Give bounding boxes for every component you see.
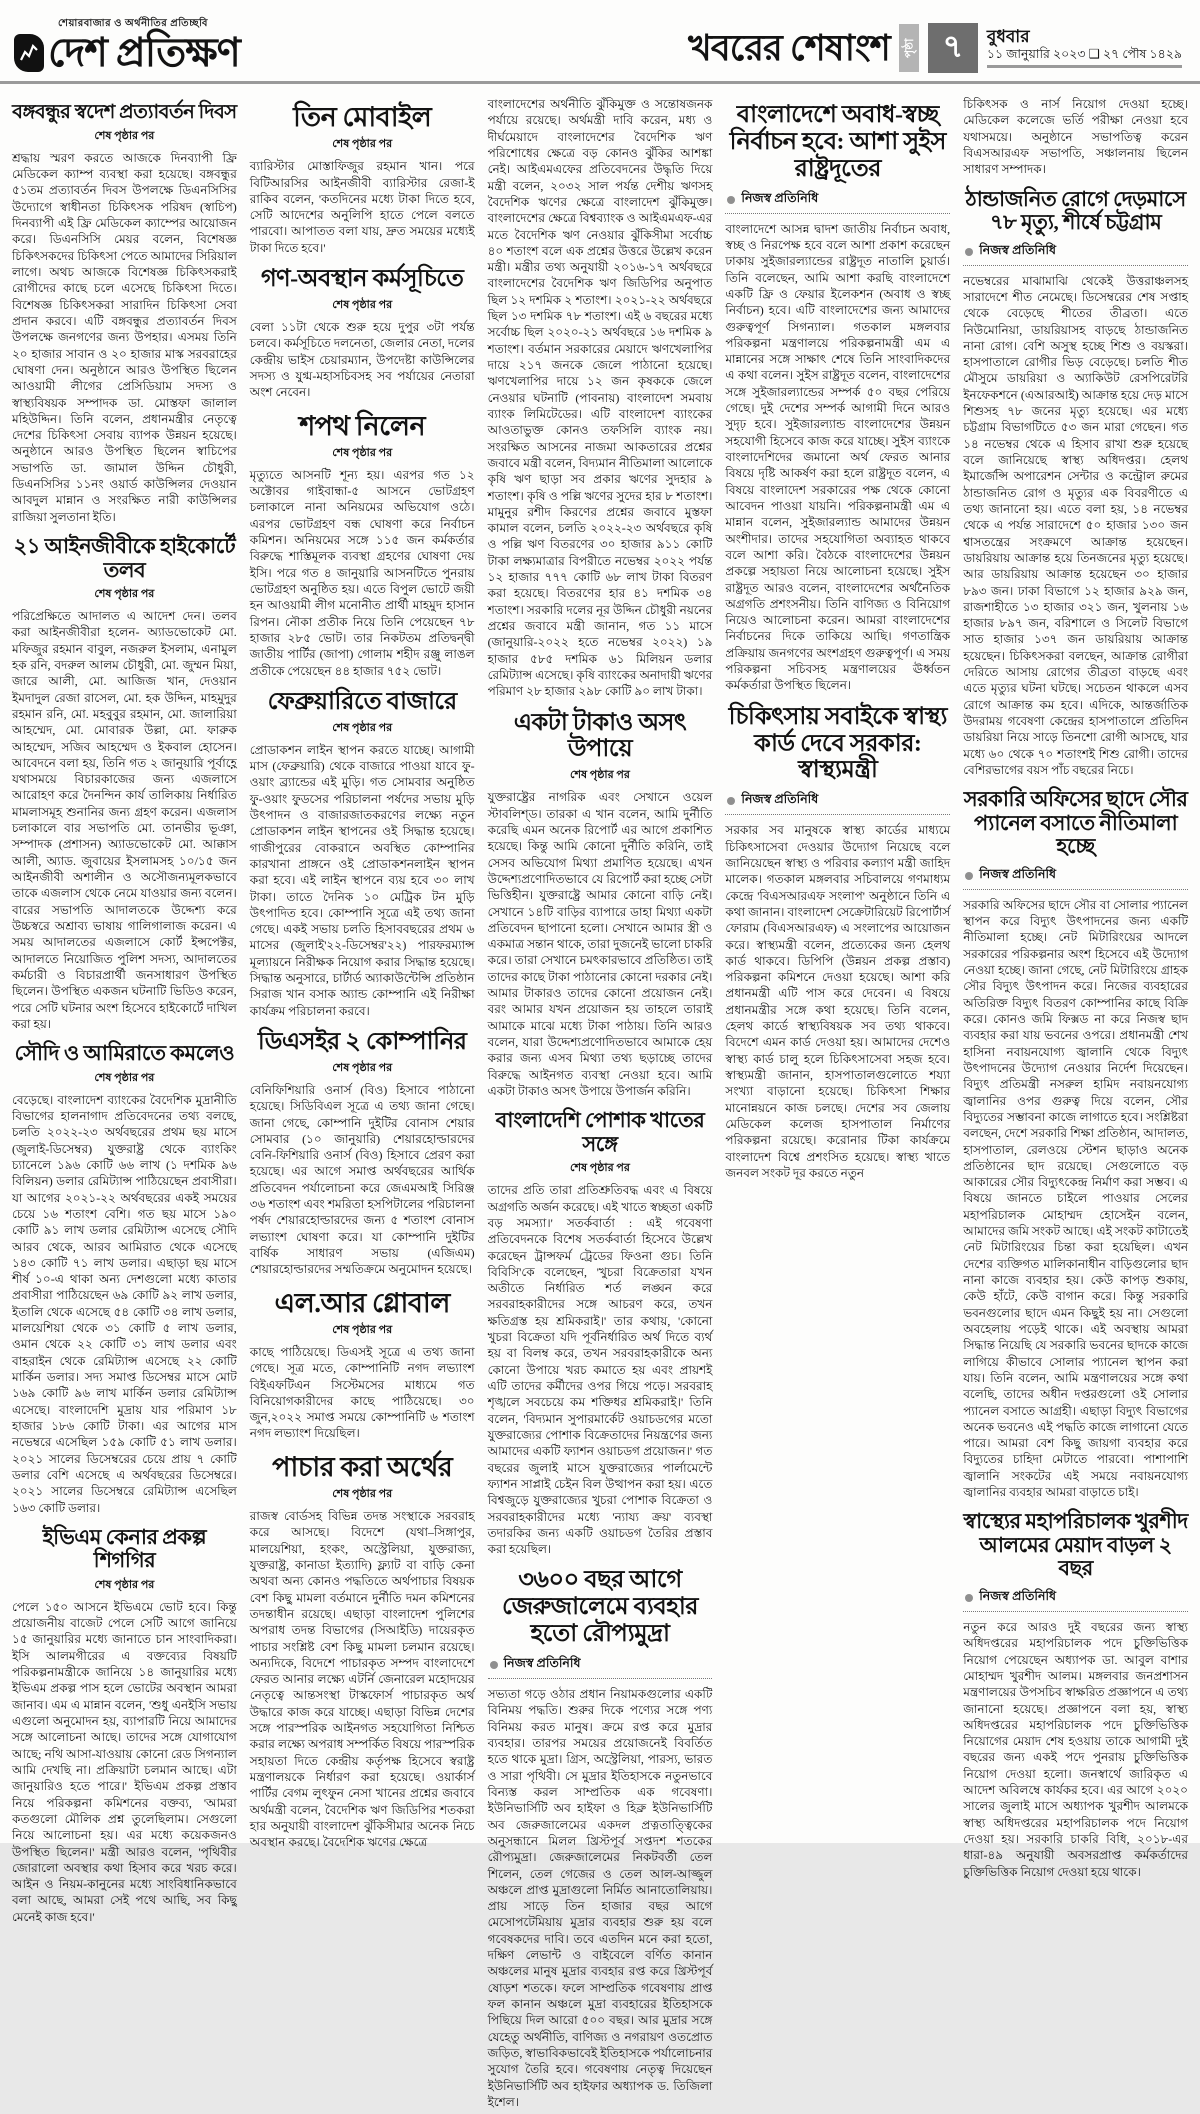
article-headline: এল.আর গ্লোবাল: [274, 1287, 450, 1318]
dotted-divider: [963, 265, 1188, 266]
masthead: [0, 0, 1200, 81]
article: [488, 1567, 713, 2110]
continued-from-label: শেষ পৃষ্ঠার পর: [332, 298, 393, 311]
byline-label: নিজস্ব প্রতিনিধি: [979, 242, 1057, 257]
masthead-left: [14, 16, 240, 73]
article: [250, 266, 475, 400]
article: [250, 102, 475, 256]
dotted-divider: [488, 1678, 713, 1679]
byline: [965, 1588, 1188, 1608]
article-headline: ইভিএম কেনার প্রকল্প শিগগির: [42, 1524, 207, 1573]
article-body: শ্রদ্ধায় স্মরণ করতে আজকে দিনব্যাপী ফ্রি মেডিকেল ক্যাম্প ব্যবস্থা করা হয়েছে। বঙ্গবন্ধুর ৫১তম প্রত্যাবর্তন দিবস উপলক্ষে ডিএনসিসির উদ্যোগে স্বাধীনতা চিকিৎসক পরিষদ (স্বাচিপ) দিনব্যাপী এই ফ্রি মেডিকেল ক্যাম্পের আয়োজন করে। ডিএনসিসি মেয়র বলেন, বিশেষজ্ঞ চিকিৎসকদের চিকিৎসা পেতে আমাদের সিরিয়াল লাগে। অথচ আজকে বিশেষজ্ঞ চিকিৎসকরাই রোগীদের কাছে চলে এসেছে চিকিৎসা দিতে। বিশেষজ্ঞ চিকিৎসকরা সারাদিন চিকিৎসা সেবা প্রদান করবে। এটি বঙ্গবন্ধুর প্রত্যাবর্তন দিবস উপলক্ষে জনগণের জন্য উপহার। এসময় তিনি ২০ হাজার সাবান ও ২০ হাজার মাস্ক সরবরাহের ঘোষণা দেন। অনুষ্ঠানে আরও উপস্থিত ছিলেন আওয়ামী লীগের প্রেসিডিয়াম সদস্য ও স্বাস্থ্যবিষয়ক সম্পাদক ডা. মোস্তফা জালাল মহিউদ্দিন। তিনি বলেন, প্রধানমন্ত্রীর নেতৃত্বে দেশের চিকিৎসা সেবায় ব্যাপক উন্নয়ন হয়েছে। অনুষ্ঠানে আরও উপস্থিত ছিলেন স্বাচিপের সভাপতি ডা. জামাল উদ্দিন চৌধুরী, ডিএনসিসির ১১নং ওয়ার্ড কাউন্সিলর দেওয়ান আবদুল মান্নান ও সংরক্ষিত নারী কাউন্সিলর রাজিয়া সুলতানা ইতি।: [12, 150, 237, 524]
masthead-tagline: শেয়ারবাজার ও অর্থনীতির প্রতিচ্ছবি: [58, 18, 208, 29]
masthead-rule: [0, 81, 1200, 84]
article-body: চিকিৎসক ও নার্স নিয়োগ দেওয়া হচ্ছে। মেডিকেল কলেজে ভর্তি পরীক্ষা নেওয়া হবে যথাসময়ে। অনুষ্ঠানে সভাপতিত্ব করেন বিএসআরএফ সভাপতি, সঞ্চালনায় ছিলেন সাধারণ সম্পাদক।: [963, 97, 1188, 177]
continued-from-label: শেষ পৃষ্ঠার পর: [570, 1162, 630, 1175]
byline: [490, 1655, 713, 1675]
date-block: [987, 26, 1182, 71]
article-body: বাংলাদেশে আসন্ন দ্বাদশ জাতীয় নির্বাচন অবাধ, স্বচ্ছ ও নিরপেক্ষ হবে বলে আশা প্রকাশ করেছেন ঢাকায় সুইজারল্যান্ডের রাষ্ট্রদূত নাতালি চুয়ার্ড। তিনি বলেছেন, আমি আশা করছি বাংলাদেশে একটি ফ্রি ও ফেয়ার ইলেকশন (অবাধ ও স্বচ্ছ নির্বাচন) হবে। এটি বাংলাদেশের জন্য আমাদের গুরুত্বপূর্ণ সিগন্যাল। গতকাল মঙ্গলবার পরিকল্পনা মন্ত্রণালয়ে পরিকল্পনামন্ত্রী এম এ মান্নানের সঙ্গে সাক্ষাৎ শেষে তিনি সাংবাদিকদের এ কথা বলেন। সুইস রাষ্ট্রদূত বলেন, বাংলাদেশের সঙ্গে সুইজারল্যান্ডের সম্পর্ক ৫০ বছর পেরিয়ে গেছে। দুই দেশের সম্পর্ক আগামী দিনে আরও সুদৃঢ় হবে। সুইজারল্যান্ড বাংলাদেশের উন্নয়ন সহযোগী হিসেবে কাজ করে যাচ্ছে। সুইস ব্যাংকে বাংলাদেশিদের জমানো অর্থ ফেরত আনার বিষয়ে দৃষ্টি আকর্ষণ করা হলে রাষ্ট্রদূত বলেন, এ বিষয়ে বাংলাদেশ সরকারের পক্ষ থেকে কোনো আবেদন পাওয়া যায়নি। পরিকল্পনামন্ত্রী এম এ মান্নান বলেন, সুইজারল্যান্ড আমাদের উন্নয়ন অংশীদার। তাদের সহযোগিতা অব্যাহত থাকবে বলে আশা করি। বৈঠকে বাংলাদেশের উন্নয়ন প্রকল্পে সহায়তা নিয়ে আলোচনা হয়েছে। সুইস রাষ্ট্রদূত আরও বলেন, বাংলাদেশের অর্থনৈতিক অগ্রগতি প্রশংসনীয়। তিনি বাণিজ্য ও বিনিয়োগ নিয়েও আলোচনা করেন। আমরা বাংলাদেশের নির্বাচনের দিকে তাকিয়ে আছি। গণতান্ত্রিক প্রক্রিয়ায় জনগণের অংশগ্রহণ গুরুত্বপূর্ণ। এ সময় পরিকল্পনা সচিবসহ মন্ত্রণালয়ের ঊর্ধ্বতন কর্মকর্তারা উপস্থিত ছিলেন।: [725, 221, 951, 693]
byline-bullet-icon: [727, 196, 735, 204]
column-3: [488, 92, 713, 2114]
article-headline: একটা টাকাও অসৎ উপায়ে: [513, 709, 687, 763]
article-headline: পাচার করা অর্থের: [272, 1451, 453, 1482]
continued-from-label: শেষ পৃষ্ঠার পর: [332, 138, 393, 151]
article-body: সভ্যতা গড়ে ওঠার প্রধান নিয়ামকগুলোর একটি বিনিময় পদ্ধতি। শুরুর দিকে পণ্যের সঙ্গে পণ্য বিনিময় করত মানুষ। ক্রমে রপ্ত করে মুদ্রার ব্যবহার। তারপর সময়ের প্রয়োজনেই বিবর্তিত হতে থাকে মুদ্রা। গ্রিস, অস্ট্রেলিয়া, পারস্য, ভারত ও সারা পৃথিবী। সে মুদ্রার ইতিহাসকে নতুনভাবে বিন্যস্ত করল সাম্প্রতিক এক গবেষণা। ইউনিভার্সিটি অব হাইফা ও হিব্রু ইউনিভার্সিটি অব জেরুজালেমের একদল প্রত্নতাত্ত্বিকের অনুসন্ধানে মিলল খ্রিস্টপূর্ব সপ্তদশ শতকের রৌপ্যমুদ্রা। জেরুজালেমের নিকটবর্তী তেল শিলেন, তেল গেজের ও তেল আল-আজ্জুল অঞ্চলে প্রাপ্ত মুদ্রাগুলো নির্মিত আনাতোলিয়ায়। প্রায় সাড়ে তিন হাজার বছর আগে মেসোপটেমিয়ায় মুদ্রার ব্যবহার শুরু হয় বলে গবেষকদের দাবি। তবে এতদিন মনে করা হতো, দক্ষিণ লেভান্ট ও বাইবেলে বর্ণিত কানান অঞ্চলের মানুষ মুদ্রার ব্যবহার রপ্ত করে খ্রিস্টপূর্ব ষোড়শ শতকে। ফলে সাম্প্রতিক গবেষণায় প্রাপ্ত ফল কানান অঞ্চলে মুদ্রা ব্যবহারের ইতিহাসকে পিছিয়ে দিল আরো ৫০০ বছর। আর মুদ্রার সঙ্গে যেহেতু অর্থনীতি, বাণিজ্য ও নগরায়ণ ওতপ্রোত জড়িত, স্বাভাবিকভাবেই ইতিহাসকে পর্যালোচনার সুযোগ তৈরি হবে। গবেষণায় নেতৃত্ব দিয়েছেন ইউনিভার্সিটি অব হাইফার অধ্যাপক ড. তিজিলা ইশেল।: [487, 1687, 713, 2109]
byline-label: নিজস্ব প্রতিনিধি: [979, 866, 1057, 881]
article-body: সরকার সব মানুষকে স্বাস্থ্য কার্ডের মাধ্যমে চিকিৎসাসেবা দেওয়ার উদ্যোগ নিয়েছে বলে জানিয়েছেন স্বাস্থ্য ও পরিবার কল্যাণ মন্ত্রী জাহিদ মালেক। গতকাল মঙ্গলবার সচিবালয়ে গণমাধ্যম কেন্দ্রে 'বিএসআরএফ সংলাপ' অনুষ্ঠানে তিনি এ কথা জানান। বাংলাদেশ সেক্রেটারিয়েট রিপোর্টার্স ফোরাম (বিএসআরএফ) এ সংলাপের আয়োজন করে। স্বাস্থ্যমন্ত্রী বলেন, প্রত্যেকের জন্য হেলথ কার্ড থাকবে। ডিপিপি (উন্নয়ন প্রকল্প প্রস্তাব) পরিকল্পনা কমিশনে দেওয়া হয়েছে। আশা করি প্রধানমন্ত্রী এটি পাস করে দেবেন। এ বিষয়ে প্রধানমন্ত্রীর সঙ্গে কথা হয়েছে। তিনি বলেন, হেলথ কার্ডে স্বাস্থ্যবিষয়ক সব তথ্য থাকবে। বিদেশে এমন কার্ড দেওয়া হয়। আমাদের দেশেও স্বাস্থ্য কার্ড চালু হলে চিকিৎসাসেবা সহজ হবে। স্বাস্থ্যমন্ত্রী জানান, হাসপাতালগুলোতে শয্যা সংখ্যা বাড়ানো হয়েছে। চিকিৎসা শিক্ষার মানোন্নয়নে কাজ চলছে। দেশের সব জেলায় মেডিকেল কলেজ হাসপাতাল নির্মাণের পরিকল্পনা রয়েছে। করোনার টিকা কার্যক্রমে বাংলাদেশ বিশ্বে প্রশংসিত হয়েছে। স্বাস্থ্য খাতে জনবল সংকট দূর করতে নতুন: [725, 823, 951, 1180]
continued-from-label: শেষ পৃষ্ঠার পর: [332, 446, 393, 459]
continued-from-label: শেষ পৃষ্ঠার পর: [94, 588, 155, 601]
article-body: পরিপ্রেক্ষিতে আদালত এ আদেশ দেন। তলব করা আইনজীবীরা হলেন- অ্যাডভোকেট মো. মফিজুর রহমান বাবুল, নজরুল ইসলাম, এনামুল হক রনি, বদরুল আলম চৌধুরী, মো. জুম্মন মিয়া, জারে আলী, মো. আজিজ খান, দেওয়ান ইমদাদুল রেজা রাসেল, মো. হক উদ্দিন, মাহমুদুর রহমান রনি, মো. মহবুবুর রহমান, মো. জালারিয়া আহম্মেদ, মো. মোবারক উল্লা, মো. ফারুক আহম্মেদ, সজিব আহম্মেদ ও ইকবাল হোসেন। আবেদনে বলা হয়, তিনি গত ২ জানুয়ারি পূর্বাহ্ণে যথাসময়ে বিচারকাজের জন্য এজলাসে আরোহণ করে দৈনন্দিন কার্য তালিকায় নির্ধারিত মামলাসমূহ শুনানির জন্য গ্রহণ করেন। এজলাস চলাকালে বার সভাপতি মো. তানভীর ভূঞা, সম্পাদক (প্রশাসন) অ্যাডভোকেট মো. আক্কাস আলী, অ্যাড. জুবায়ের ইসলামসহ ১০/১৫ জন আইনজীবী অশালীন ও অসৌজন্যমূলকভাবে তাকে এজলাস থেকে নেমে যাওয়ার জন্য বলেন। বারের সভাপতি আদালতকে উদ্দেশ্য করে উচ্চস্বরে অশ্রাব্য ভাষায় গালিগালাজ করেন। এ সময় আদালতের এজলাসে কোর্ট ইন্সপেক্টর, আদালতে নিয়োজিত পুলিশ সদস্য, আদালতের কর্মচারী ও বিচারপ্রার্থী জনসাধারণ উপস্থিত ছিলেন। উপস্থিত একজন ঘটনাটি ভিডিও করেন, পরে সেটি ঘটনার অংশ হিসেবে হাইকোর্টে দাখিল করা হয়।: [12, 609, 237, 1031]
masthead-right: [688, 23, 1182, 73]
continued-from-label: শেষ পৃষ্ঠার পর: [94, 1578, 155, 1591]
continued-from-label: শেষ পৃষ্ঠার পর: [94, 129, 155, 142]
article-columns: [0, 86, 1200, 2109]
continued-from-label: শেষ পৃষ্ঠার পর: [332, 1323, 393, 1336]
article: [963, 788, 1188, 1500]
article-continuation: [963, 96, 1188, 178]
article-headline: ৩৬০০ বছর আগে জেরুজালেমে ব্যবহার হতো রৌপ্যমুদ্রা: [501, 1567, 698, 1648]
dotted-divider: [963, 889, 1188, 890]
byline: [727, 791, 950, 811]
stock-chart-logo-icon: [14, 34, 44, 72]
continued-from-label: শেষ পৃষ্ঠার পর: [570, 769, 630, 782]
article: [12, 535, 237, 1032]
article-body: বাংলাদেশের অর্থনীতি ঝুঁকিমুক্ত ও সন্তোষজনক পর্যায়ে রয়েছে। অর্থমন্ত্রী দাবি করেন, মধ্য ও দীর্ঘমেয়াদে বাংলাদেশের বৈদেশিক ঋণ পরিশোধের ক্ষেত্রে বড় কোনও ঝুঁকির আশঙ্কা নেই। আইএমএফের প্রতিবেদনের উদ্ধৃতি দিয়ে মন্ত্রী বলেন, ২০৩২ সাল পর্যন্ত দেশীয় ঋণসহ বৈদেশিক ঋণের ক্ষেত্রে বাংলাদেশ ঝুঁকিমুক্ত। বাংলাদেশের ক্ষেত্রে বিশ্বব্যাংক ও আইএমএফ-এর মতে বৈদেশিক ঋণ নেওয়ার ঝুঁকিসীমা সর্বোচ্চ ৪০ শতাংশ বলে এক প্রশ্নের উত্তরে উল্লেখ করেন মন্ত্রী। মন্ত্রীর তথ্য অনুযায়ী ২০১৬-১৭ অর্থবছরে বাংলাদেশের বৈদেশিক ঋণ জিডিপির অনুপাত ছিল ১২ দশমিক ২ শতাংশ। ২০২১-২২ অর্থবছরে ছিল ১৩ দশমিক ৭৮ শতাংশ। এই ৬ বছরের মধ্যে সর্বোচ্চ ছিল ২০২০-২১ অর্থবছরে ১৬ দশমিক ৯ শতাংশ। বর্তমান সরকারের মেয়াদে ঋণখেলাপির দায়ে ২১৭ জনকে জেলে পাঠানো হয়েছে। ঋণখেলাপির দায়ে ১২ জন কৃষককে জেলে নেওয়ার ঘটনাটি (পাবনায়) বাংলাদেশ সমবায় ব্যাংক লিমিটেডের। এটি বাংলাদেশ ব্যাংকের আওতাভুক্ত কোনও তফসিলি ব্যাংক নয়। সংরক্ষিত আসনের নাজমা আকতারের প্রশ্নের জবাবে মন্ত্রী বলেন, বিদ্যমান নীতিমালা আলোকে কৃষি ঋণ ছাড়া সব প্রকার ঋণের সুদহার ৯ শতাংশ। কৃষি ও পল্লি ঋণের সুদের হার ৮ শতাংশ। মামুনুর রশীদ কিরণের প্রশ্নের জবাবে মুস্তফা কামাল বলেন, চলতি ২০২২-২৩ অর্থবছরে কৃষি ও পল্লি ঋণ বিতরণের ৩০ হাজার ৯১১ কোটি টাকা লক্ষ্যমাত্রার বিপরীতে নভেম্বর ২০২২ পর্যন্ত ১২ হাজার ৭৭৭ কোটি ৬৮ লাখ টাকা বিতরণ করা হয়েছে। বিতরণের হার ৪১ দশমিক ৩৪ শতাংশ। সরকারি দলের নূর উদ্দিন চৌধুরী নয়নের প্রশ্নের জবাবে মন্ত্রী জানান, গত ১১ মাসে (জানুয়ারি-২০২২ হতে নভেম্বর ২০২২) ১৯ হাজার ৫৮৫ দশমিক ৬১ মিলিয়ন ডলার রেমিট্যান্স এসেছে। কৃষি ব্যাংকের অনাদায়ী ঋণের পরিমাণ ২৮ হাজার ২৯৮ কোটি ৯০ লাখ টাকা।: [487, 97, 713, 699]
article-body: নভেম্বরের মাঝামাঝি থেকেই উত্তরাঞ্চলসহ সারাদেশে শীত নেমেছে। ডিসেম্বরের শেষ সপ্তাহ থেকে বেড়েছে শীতের তীব্রতা। এতে নিউমোনিয়া, ডায়রিয়াসহ বাড়ছে ঠান্ডাজনিত নানা রোগ। বেশি অসুস্থ হচ্ছে শিশু ও বয়স্করা। হাসপাতালে রোগীর ভিড় বেড়েছে। চলতি শীত মৌসুমে ডায়রিয়া ও অ্যাকিউট রেসপিরেটরি ইনফেকশনে (এআরআই) আক্রান্ত হয়ে দেড় মাসে শিশুসহ ৭৮ জনের মৃত্যু হয়েছে। এর মধ্যে চট্টগ্রাম বিভাগটিতে ৫৩ জন মারা গেছেন। গত ১৪ নভেম্বর থেকে এ হিসাব রাখা শুরু হয়েছে বলে জানিয়েছে স্বাস্থ্য অধিদপ্তর। হেলথ ইমার্জেন্সি অপারেশন সেন্টার ও কন্ট্রোল রুমের ঠান্ডাজনিত রোগ ও মৃত্যুর এক বিবরণীতে এ তথ্য জানানো হয়। এতে বলা হয়, ১৪ নভেম্বর থেকে এ পর্যন্ত সারাদেশে ৫০ হাজার ১৩০ জন শ্বাসতন্ত্রের সংক্রমণে আক্রান্ত হয়েছেন। ডায়রিয়ায় আক্রান্ত হয়ে তিনজনের মৃত্যু হয়েছে। আর ডায়রিয়ায় আক্রান্ত হয়েছেন ৩০ হাজার ৮৯৩ জন। ঢাকা বিভাগে ১২ হাজার ৯২৯ জন, রাজশাহীতে ১৩ হাজার ৩২১ জন, খুলনায় ১৬ হাজার ৮৯৭ জন, বরিশালে ও সিলেট বিভাগে সাত হাজার ১৩৭ জন ডায়রিয়ায় আক্রান্ত হয়েছেন। চিকিৎসকরা বলছেন, আক্রান্ত রোগীরা দেরিতে আসায় রোগের তীব্রতা বাড়ছে এবং এতে মৃত্যুর ঘটনা ঘটছে। সচেতন থাকলে এসব রোগে আক্রান্ত কম হবে। এদিকে, আন্তর্জাতিক উদরাময় গবেষণা কেন্দ্রের হাসপাতালে প্রতিদিন ডায়রিয়া নিয়ে সাড়ে তিনশো রোগী আসছে, যার মধ্যে ৬০ থেকে ৭০ শতাংশই শিশু রোগী। তাদের বেশিরভাগের বয়স পাঁচ বছরের নিচে।: [963, 273, 1188, 777]
article-body: প্রোডাকশন লাইন স্থাপন করতে যাচ্ছে। আগামী মাস (ফেব্রুয়ারি) থেকে বাজারে পাওয়া যাবে ফু-ওয়াং ব্র্যান্ডের এই মুড়ি। গত সোমবার অনুষ্ঠিত ফু-ওয়াং ফুডসের পরিচালনা পর্ষদের সভায় মুড়ি উৎপাদন ও বাজারজাতকরণের লক্ষ্যে নতুন প্রোডাকশন লাইন স্থাপনের ওই সিদ্ধান্ত হয়েছে। গাজীপুরের বোকরানে অবস্থিত কোম্পানির কারখানা প্রাঙ্গনে ওই প্রোডাকশনলাইন স্থাপন করা হবে। এই লাইন স্থাপনে ব্যয় হবে ৩০ লাখ টাকা। তাতে দৈনিক ১০ মেট্রিক টন মুড়ি উৎপাদিত হবে। কোম্পানি সূত্রে এই তথ্য জানা গেছে। একই সভায় চলতি হিসাববছরের প্রথম ৬ মাসের (জুলাই'২২-ডিসেম্বর'২২) পারফরম্যান্স মূল্যায়নে নিরীক্ষক নিয়োগ করার সিদ্ধান্ত হয়েছে। সিদ্ধান্ত অনুসারে, চার্টার্ড অ্যাকাউন্টেন্সি প্রতিষ্ঠান সিরাজ খান বসাক অ্যান্ড কোম্পানি এই নিরীক্ষা কার্যক্রম পরিচালনা করবে।: [249, 742, 475, 1018]
article-headline: চিকিৎসায় সবাইকে স্বাস্থ্য কার্ড দেবে সরকার: স্বাস্থ্যমন্ত্রী: [728, 703, 947, 784]
article-headline: তিন মোবাইল: [293, 102, 432, 132]
page-number-badge: ৭: [928, 23, 978, 73]
article-body: সরকারি অফিসের ছাদে সৌর বা সোলার প্যানেল স্থাপন করে বিদ্যুৎ উৎপাদনের জন্য একটি নীতিমালা হচ্ছে। নেট মিটারিংয়ের আদলে সরকারের পরিকল্পনার অংশ হিসেবে এই উদ্যোগ নেওয়া হচ্ছে। জানা গেছে, নেট মিটারিংয়ে গ্রাহক সৌর বিদ্যুৎ উৎপাদন করে। নিজের ব্যবহারের অতিরিক্ত বিদ্যুৎ বিতরণ কোম্পানির কাছে বিক্রি করে। কোনও জমি ফিক্সড না করে নিজস্ব ছাদ ব্যবহার করা যায় ভবনের ওপরে। প্রধানমন্ত্রী শেখ হাসিনা নবায়নযোগ্য জ্বালানি থেকে বিদ্যুৎ উৎপাদনের উদ্যোগ নেওয়ার নির্দেশ দিয়েছেন। বিদ্যুৎ প্রতিমন্ত্রী নসরুল হামিদ নবায়নযোগ্য জ্বালানির ওপর গুরুত্ব দিয়ে বলেন, সৌর বিদ্যুতের সম্ভাবনা কাজে লাগাতে হবে। সংশ্লিষ্টরা বলছেন, দেশে সরকারি শিক্ষা প্রতিষ্ঠান, আদালত, হাসপাতাল, রেলওয়ে স্টেশন ছাড়াও অনেক প্রতিষ্ঠানের ছাদ রয়েছে। সেগুলোতে বড় আকারের সৌর বিদ্যুৎকেন্দ্র নির্মাণ করা সম্ভব। এ বিষয়ে জানতে চাইলে পাওয়ার সেলের মহাপরিচালক মোহাম্মদ হোসেইন বলেন, আমাদের জমি সংকট আছে। এই সংকট কাটাতেই নেট মিটারিংয়ের চিন্তা করা হয়েছিল। এখন দেশের ব্যক্তিগত মালিকানাধীন বাড়িগুলোর ছাদ নানা কাজে ব্যবহার হয়। কেউ কাপড় শুকায়, কেউ হাঁটে, কেউ বাগান করে। কিন্তু সরকারি ভবনগুলোর ছাদে এমন কিছুই হয় না। সেগুলো অবহেলায় পড়েই থাকে। এই অবস্থায় আমরা সিদ্ধান্ত নিয়েছি যে সরকারি ভবনের ছাদকে কাজে লাগিয়ে কীভাবে সোলার প্যানেল স্থাপন করা যায়। তিনি বলেন, আমি মন্ত্রণালয়ের সঙ্গে কথা বলেছি, তাদের অধীন দপ্তরগুলো ওই সোলার প্যানেল বসাতে আগ্রহী। এছাড়া বিদ্যুৎ বিভাগের অনেক ভবনেও এই পদ্ধতি কাজে লাগানো যেতে পারে। আমরা বেশ কিছু জায়গা ব্যবহার করে বিদ্যুতের চাহিদা মেটাতে পারবো। পাশাপাশি জ্বালানি সংকটের এই সময়ে নবায়নযোগ্য জ্বালানির ব্যবহার আমরা বাড়াতে চাই।: [963, 897, 1188, 1500]
article: [12, 102, 237, 525]
article: [250, 1452, 475, 1851]
article-headline: স্বাস্থ্যের মহাপরিচালক খুরশীদ আলমের মেয়াদ বাড়ল ২ বছর: [963, 1509, 1188, 1581]
article-continuation: [488, 96, 713, 700]
article: [488, 710, 713, 1100]
date-line: ১১ জানুয়ারি ২০২৩ ❑ ২৭ পৌষ ১৪২৯: [987, 47, 1182, 69]
article-body: ব্যারিস্টার মোস্তাফিজুর রহমান খান। পরে বিটিআরসির আইনজীবী ব্যারিস্টার রেজা-ই রাকিব বলেন, 'কতদিনের মধ্যে টাকা দিতে হবে, সেটি আদেশের অনুলিপি হাতে পেলে বলতে পারবো। আপাতত বলা যায়, দ্রুত সময়ের মধ্যেই টাকা দিতে হবে।': [249, 159, 475, 255]
article-headline: বঙ্গবন্ধুর স্বদেশ প্রত্যাবর্তন দিবস: [12, 102, 237, 123]
page-label-badge: পৃষ্ঠা: [899, 24, 919, 72]
logo-block: [14, 16, 240, 73]
article-headline: ঠান্ডাজনিত রোগে দেড়মাসে ৭৮ মৃত্যু, শীর্ষে চট্টগ্রাম: [965, 186, 1186, 235]
article: [250, 411, 475, 679]
article: [963, 188, 1188, 779]
article-headline: শপথ নিলেন: [299, 410, 426, 441]
article: [250, 1288, 475, 1442]
article: [725, 704, 950, 1182]
article-body: যুক্তরাষ্ট্রের নাগরিক এবং সেখানে ওয়েল স্টাবলিশ্ড। তারকা এ খান বলেন, আমি দুর্নীতি করেছি এমন অনেক রিপোর্ট এর আগে প্রকাশিত হয়েছে। কিন্তু আমি কোনো দুর্নীতি করিনি, তাই সেসব অভিযোগ মিথ্যা প্রমাণিত হয়েছে। এখন উদ্দেশ্যপ্রণোদিতভাবে যে রিপোর্ট করা হচ্ছে সেটা ভিত্তিহীন। যুক্তরাষ্ট্রে আমার কোনো বাড়ি নেই। সেখানে ১৪টি বাড়ির ব্যাপারে ডাহা মিথ্যা একটা প্রতিবেদন ছাপানো হলো। সেখানে আমার স্ত্রী ও একমাত্র সন্তান থাকে, তারা দুজনেই ভালো চাকরি করে। তারা সেখানে চমৎকারভাবে প্রতিষ্ঠিত। তাই তাদের কাছে টাকা পাঠানোর কোনো দরকার নেই। আমার টাকারও তাদের কোনো প্রয়োজন নেই। বরং আমার যখন প্রয়োজন হয় তাহলে তারাই আমাকে মাঝে মধ্যে টাকা পাঠায়। তিনি আরও বলেন, যারা উদ্দেশ্যপ্রণোদিতভাবে আমাকে হেয় করার জন্য এসব মিথ্যা তথ্য ছড়াচ্ছে তাদের বিরুদ্ধে আইনগত ব্যবস্থা নেওয়া হবে। আমি একটা টাকাও অসৎ উপায়ে উপার্জন করিনি।: [487, 790, 713, 1098]
article-body: বেনিফিশিয়ারি ওনার্স (বিও) হিসাবে পাঠানো হয়েছে। সিডিবিএল সূত্রে এ তথ্য জানা গেছে। জানা গেছে, কোম্পানি দুইটির বোনাস শেয়ার সোমবার (১০ জানুয়ারি) শেয়ারহোল্ডারদের বেনি-ফিশিয়ারি ওনার্স (বিও) হিসাবে প্রেরণ করা হয়েছে। এর আগে সমাপ্ত অর্থবছরের আর্থিক প্রতিবেদন পর্যালোচনা করে জেএমআই সিরিঞ্জ ৩৬ শতাংশ এবং শমরিতা হসপিটালের পরিচালনা পর্ষদ শেয়ারহোল্ডারদের জন্য ৫ শতাংশ বোনাস লভ্যাংশ ঘোষণা করে। যা কোম্পানি দুইটির বার্ষিক সাধারণ সভায় (এজিএম) শেয়ারহোল্ডারদের সম্মতিক্রমে অনুমোদন হয়েছে।: [249, 1082, 475, 1277]
byline-label: নিজস্ব প্রতিনিধি: [741, 190, 819, 205]
byline-label: নিজস্ব প্রতিনিধি: [741, 792, 819, 807]
byline: [727, 190, 950, 210]
article: [250, 1029, 475, 1278]
newspaper-logo: দেশ প্রতিক্ষণ: [48, 30, 240, 75]
article-body: রাজস্ব বোর্ডসহ বিভিন্ন তদন্ত সংস্থাকে সরবরাহ করে আসছে। বিদেশে (যথা–সিঙ্গাপুর, মালয়েশিয়া, হংকং, অস্ট্রেলিয়া, যুক্তরাজ্য, যুক্তরাষ্ট্র, কানাডা ইত্যাদি) ফ্ল্যাট বা বাড়ি কেনা অথবা অন্য কোনও পদ্ধতিতে অর্থপাচার বিষয়ক বেশ কিছু মামলা বর্তমানে দুর্নীতি দমন কমিশনের তদন্তাধীন রয়েছে। এছাড়া বাংলাদেশ পুলিশের অপরাধ তদন্ত বিভাগের (সিআইডি) দায়েরকৃত পাচার সংশ্লিষ্ট বেশ কিছু মামলা চলমান রয়েছে। অন্যদিকে, বিদেশে পাচারকৃত সম্পদ বাংলাদেশে ফেরত আনার লক্ষ্যে এটর্নি জেনারেল মহোদয়ের নেতৃত্বে আন্তসংস্থা টাস্কফোর্স পাচারকৃত অর্থ উদ্ধারে কাজ করে যাচ্ছে। এছাড়া বিভিন্ন দেশের সঙ্গে পারস্পরিক আইনগত সহযোগিতা নিশ্চিত করার লক্ষ্যে অপরাধ সম্পর্কিত বিষয়ে পারস্পরিক সহায়তা দিতে কেন্দ্রীয় কর্তৃপক্ষ হিসেবে স্বরাষ্ট্র মন্ত্রণালয়কে নির্ধারণ করা হয়েছে। ওয়ার্কার্স পার্টির বেগম লুৎফুন নেসা খানের প্রশ্নের জবাবে অর্থমন্ত্রী বলেন, বৈদেশিক ঋণ জিডিপির শতকরা হার অনুযায়ী বাংলাদেশ ঝুঁকিসীমার অনেক নিচে অবস্থান করছে। বৈদেশিক ঋণের ক্ষেত্রে: [249, 1509, 475, 1850]
article: [488, 1109, 713, 1557]
article: [12, 1526, 237, 1925]
logo-row: [14, 30, 240, 75]
article: [725, 102, 950, 694]
article-headline: বাংলাদেশি পোশাক খাতের সঙ্গে: [495, 1108, 705, 1156]
continued-from-label: শেষ পৃষ্ঠার পর: [332, 1061, 393, 1074]
article: [250, 689, 475, 1019]
article-headline: বাংলাদেশে অবাধ-স্বচ্ছ নির্বাচন হবে: আশা সুইস রাষ্ট্রদূতের: [729, 102, 946, 182]
column-5: [963, 92, 1188, 2114]
byline-bullet-icon: [490, 1661, 498, 1669]
byline-label: নিজস্ব প্রতিনিধি: [979, 1588, 1057, 1603]
byline: [965, 242, 1188, 262]
continued-from-label: শেষ পৃষ্ঠার পর: [332, 721, 393, 734]
article-headline: গণ-অবস্থান কর্মসূচিতে: [260, 266, 464, 293]
byline-bullet-icon: [727, 797, 735, 805]
article-body: নতুন করে আরও দুই বছরের জন্য স্বাস্থ্য অধিদপ্তরের মহাপরিচালক পদে চুক্তিভিত্তিক নিয়োগ পেয়েছেন অধ্যাপক ডা. আবুল বাশার মোহাম্মদ খুরশীদ আলম। মঙ্গলবার জনপ্রশাসন মন্ত্রণালয়ের উপসচিব স্বাক্ষরিত প্রজ্ঞাপনে এ তথ্য জানানো হয়েছে। প্রজ্ঞাপনে বলা হয়, স্বাস্থ্য অধিদপ্তরের মহাপরিচালক পদে চুক্তিভিত্তিক নিয়োগের মেয়াদ শেষ হওয়ায় তাকে আগামী দুই বছরের জন্য একই পদে পুনরায় চুক্তিভিত্তিক নিয়োগ দেওয়া হলো। জনস্বার্থে জারিকৃত এ আদেশ অবিলম্বে কার্যকর হবে। এর আগে ২০২০ সালের জুলাই মাসে অধ্যাপক খুরশীদ আলমকে স্বাস্থ্য অধিদপ্তরের মহাপরিচালক পদে নিয়োগ দেওয়া হয়। সরকারি চাকরি বিধি, ২০১৮-এর ধারা-৪৯ অনুযায়ী অবসরপ্রাপ্ত কর্মকর্তাদের চুক্তিভিত্তিক নিয়োগ দেওয়া হয়ে থাকে।: [963, 1619, 1188, 1879]
byline: [965, 866, 1188, 886]
byline-bullet-icon: [965, 1594, 973, 1602]
dotted-divider: [963, 1611, 1188, 1612]
article-body: বেলা ১১টা থেকে শুরু হয়ে দুপুর ৩টা পর্যন্ত চলবে। কর্মসূচিতে দলনেতা, জেলার নেতা, দলের কেন্দ্রীয় ভাইস চেয়ারম্যান, উপদেষ্টা কাউন্সিলের সদস্য ও যুগ্ম-মহাসচিবসহ সব পর্যায়ের নেতারা অংশ নেবেন।: [249, 319, 475, 400]
article-body: কাছে পাঠিয়েছে। ডিএসই সূত্রে এ তথ্য জানা গেছে। সূত্র মতে, কোম্পানিটি নগদ লভ্যাংশ বিইএফটিএন সিস্টেমসের মাধ্যমে গত বিনিয়োগকারীদের কাছে পাঠিয়েছে। ৩০ জুন,২০২২ সমাপ্ত সময়ে কোম্পানিটি ৬ শতাংশ নগদ লভ্যাংশ দিয়েছিল।: [249, 1344, 475, 1441]
column-1: [12, 92, 237, 2114]
article-body: তাদের প্রতি তারা প্রতিশ্রুতিবদ্ধ এবং এ বিষয়ে অগ্রগতি অর্জন করেছে। এই খাতে স্বচ্ছতা একটি বড় সমস্যা।' সতর্কবার্তা : এই গবেষণা প্রতিবেদনকে বিশেষ সতর্কবার্তা হিসেবে উল্লেখ করেছেন ট্রান্সফর্ম ট্রেডের ফিওনা গুচ। তিনি বিবিসি'কে বলেছেন, 'খুচরা বিক্রেতারা যখন অতীতে নির্ধারিত শর্ত লঙ্ঘন করে সরবরাহকারীদের সঙ্গে আচরণ করে, তখন ক্ষতিগ্রস্ত হয় শ্রমিকরাই।' তার কথায়, 'কোনো খুচরা বিক্রেতা যদি পূর্বনির্ধারিত অর্থ দিতে ব্যর্থ হয় বা বিলম্ব করে, তখন সরবরাহকারীকে অন্য কোনো উপায়ে খরচ কমাতে হয় এবং প্রায়শই এটি তাদের কর্মীদের ওপর গিয়ে পড়ে। সরবরাহ শৃঙ্খলে সবচেয়ে কম শক্তিধর শ্রমিকরাই।' তিনি বলেন, 'বিদ্যমান সুপারমার্কেট ওয়াচডগের মতো যুক্তরাজ্যের পোশাক বিক্রেতাদের নিয়ন্ত্রণের জন্য আমাদের একটি ফ্যাশন ওয়াচডগ প্রয়োজন।' গত বছরের জুলাই মাসে যুক্তরাজ্যের পার্লামেন্টে ফ্যাশন সাপ্লাই চেইন বিল উত্থাপন করা হয়। এতে বিশ্বজুড়ে যুক্তরাজ্যের খুচরা পোশাক বিক্রেতা ও সরবরাহকারীদের মধ্যে 'ন্যায্য ক্রয়' ব্যবস্থা তদারকির জন্য একটি ওয়াচডগ তৈরির প্রস্তাব করা হয়েছিল।: [487, 1183, 713, 1557]
day-name: বুধবার: [986, 26, 1030, 46]
dotted-divider: [725, 814, 950, 815]
continued-from-label: শেষ পৃষ্ঠার পর: [332, 1488, 393, 1500]
article-headline: সৌদি ও আমিরাতে কমলেও: [14, 1041, 235, 1066]
byline-bullet-icon: [965, 248, 973, 256]
column-4: [725, 92, 950, 2114]
article: [963, 1510, 1188, 1880]
article-headline: ডিএসইর ২ কোম্পানির: [257, 1029, 467, 1056]
column-2: [250, 92, 475, 2114]
article-body: পেলে ১৫০ আসনে ইভিএমে ভোট হবে। কিন্তু প্রয়োজনীয় বাজেট পেলে সেটি আগে জানিয়ে ১৫ জানুয়ারির মধ্যে জানাতে চান সাংবাদিকরা। ইসি আলমগীরের এ বক্তব্যের বিষয়টি পরিকল্পনামন্ত্রীকে জানিয়ে ১৪ জানুয়ারির মধ্যে ইভিএম প্রকল্প পাস হলে ভোটের অবস্থান আমরা জানাব। এম এ মান্নান বলেন, 'শুধু এনইসি সভায় এগুলো অনুমোদন হয়, ব্যাপারটি নিয়ে আমাদের সঙ্গে আলোচনা আছে। তাদের সঙ্গে যোগাযোগ আছে; নথি আসা-যাওয়ায় কোনো রেড সিগন্যাল আমি দেখছি না। প্রক্রিয়াটা চলমান আছে। এটা জানুয়ারিও হতে পারে।' ইভিএম প্রকল্প প্রস্তাব নিয়ে পরিকল্পনা কমিশনের বক্তব্য, 'আমরা কতগুলো মৌলিক প্রশ্ন তুলেছিলাম। সেগুলো নিয়ে আলোচনা হয়। এর মধ্যে কয়েকজনও উপস্থিত ছিলেন।' মন্ত্রী আরও বলেন, 'পৃথিবীর জোরালো অবস্থার কথা হিসাব করে খরচ করে। আইন ও নিয়ম-কানুনের মধ্যে সাংবিধানিকভাবে বলা আছে, আমরা সেই পথে আছি, সব কিছু মেনেই কাজ হবে।': [12, 1599, 237, 1924]
article-headline: সরকারি অফিসের ছাদে সৌর প্যানেল বসাতে নীতিমালা হচ্ছে: [963, 787, 1188, 859]
section-title: খবরের শেষাংশ: [688, 28, 890, 68]
article-body: মৃত্যুতে আসনটি শূন্য হয়। এরপর গত ১২ অক্টোবর গাইবান্ধা-৫ আসনে ভোটগ্রহণ চলাকালে নানা অনিয়মের অভিযোগ ওঠে। এরপর ভোটগ্রহণ বন্ধ ঘোষণা করে নির্বাচন কমিশন। অনিয়মের সঙ্গে ১১৫ জন কর্মকর্তার বিরুদ্ধে শাস্তিমূলক ব্যবস্থা গ্রহণের ঘোষণা দেয় ইসি। পরে গত ৪ জানুয়ারি আসনটিতে পুনরায় ভোটগ্রহণ অনুষ্ঠিত হয়। এতে বিপুল ভোটে জয়ী হন আওয়ামী লীগ মনোনীত প্রার্থী মাহমুদ হাসান রিপন। নৌকা প্রতীক নিয়ে তিনি পেয়েছেন ৭৮ হাজার ২৮৫ ভোট। তার নিকটতম প্রতিদ্বন্দ্বী জাতীয় পার্টির (জাপা) গোলাম শহীদ রঞ্জু লাঙল প্রতীকে পেয়েছেন ৪৪ হাজার ৭৫২ ভোট।: [249, 467, 475, 678]
article: [12, 1042, 237, 1516]
byline-bullet-icon: [965, 872, 973, 880]
byline-label: নিজস্ব প্রতিনিধি: [503, 1656, 581, 1671]
dotted-divider: [725, 213, 950, 214]
continued-from-label: শেষ পৃষ্ঠার পর: [94, 1071, 155, 1084]
article-body: বেড়েছে। বাংলাদেশ ব্যাংকের বৈদেশিক মুদ্রানীতি বিভাগের হালনাগাদ প্রতিবেদনের তথ্য বলছে, চলতি ২০২২-২৩ অর্থবছরের প্রথম ছয় মাসে (জুলাই-ডিসেম্বর) যুক্তরাষ্ট্র থেকে ব্যাংকিং চ্যানেলে ১৯৬ কোটি ৬৬ লাখ (১ দশমিক ৯৬ বিলিয়ন) ডলার রেমিট্যান্স পাঠিয়েছেন প্রবাসীরা। যা আগের ২০২১-২২ অর্থবছরের একই সময়ের চেয়ে ১৬ শতাংশ বেশি। গত ছয় মাসে ১৯০ কোটি ৯১ লাখ ডলার রেমিট্যান্স এসেছে সৌদি আরব থেকে, আরব আমিরাত থেকে এসেছে ১৪৩ কোটি ৭১ লাখ ডলার। এছাড়া ছয় মাসে শীর্ষ ১০-এ থাকা অন্য দেশগুলো মধ্যে কাতার প্রবাসীরা পাঠিয়েছেন ৬৯ কোটি ৯২ লাখ ডলার, ইতালি থেকে এসেছে ৫৪ কোটি ৩৪ লাখ ডলার, মালয়েশিয়া থেকে ৩১ কোটি ৫ লাখ ডলার, ওমান থেকে ২২ কোটি ৩১ লাখ ডলার এবং বাহরাইন থেকে রেমিট্যান্স এসেছে ২২ কোটি মার্কিন ডলার। সদ্য সমাপ্ত ডিসেম্বর মাসে মোট ১৬৯ কোটি ৯৬ লাখ মার্কিন ডলার রেমিট্যান্স এসেছে। বাংলাদেশি মুদ্রায় যার পরিমাণ ১৮ হাজার ১৮৬ কোটি টাকা। এর আগের মাস নভেম্বরে এসেছিল ১৫৯ কোটি ৫১ লাখ ডলার। ২০২১ সালের ডিসেম্বরের চেয়ে প্রায় ৭ কোটি ডলার বেশি এসেছে এ অর্থবছরের ডিসেম্বরে। ২০২১ সালের ডিসেম্বরে রেমিট্যান্স এসেছিল ১৬৩ কোটি ডলার।: [12, 1092, 237, 1515]
article-headline: ফেব্রুয়ারিতে বাজারে: [267, 688, 457, 715]
article-headline: ২১ আইনজীবীকে হাইকোর্টে তলব: [13, 534, 236, 582]
